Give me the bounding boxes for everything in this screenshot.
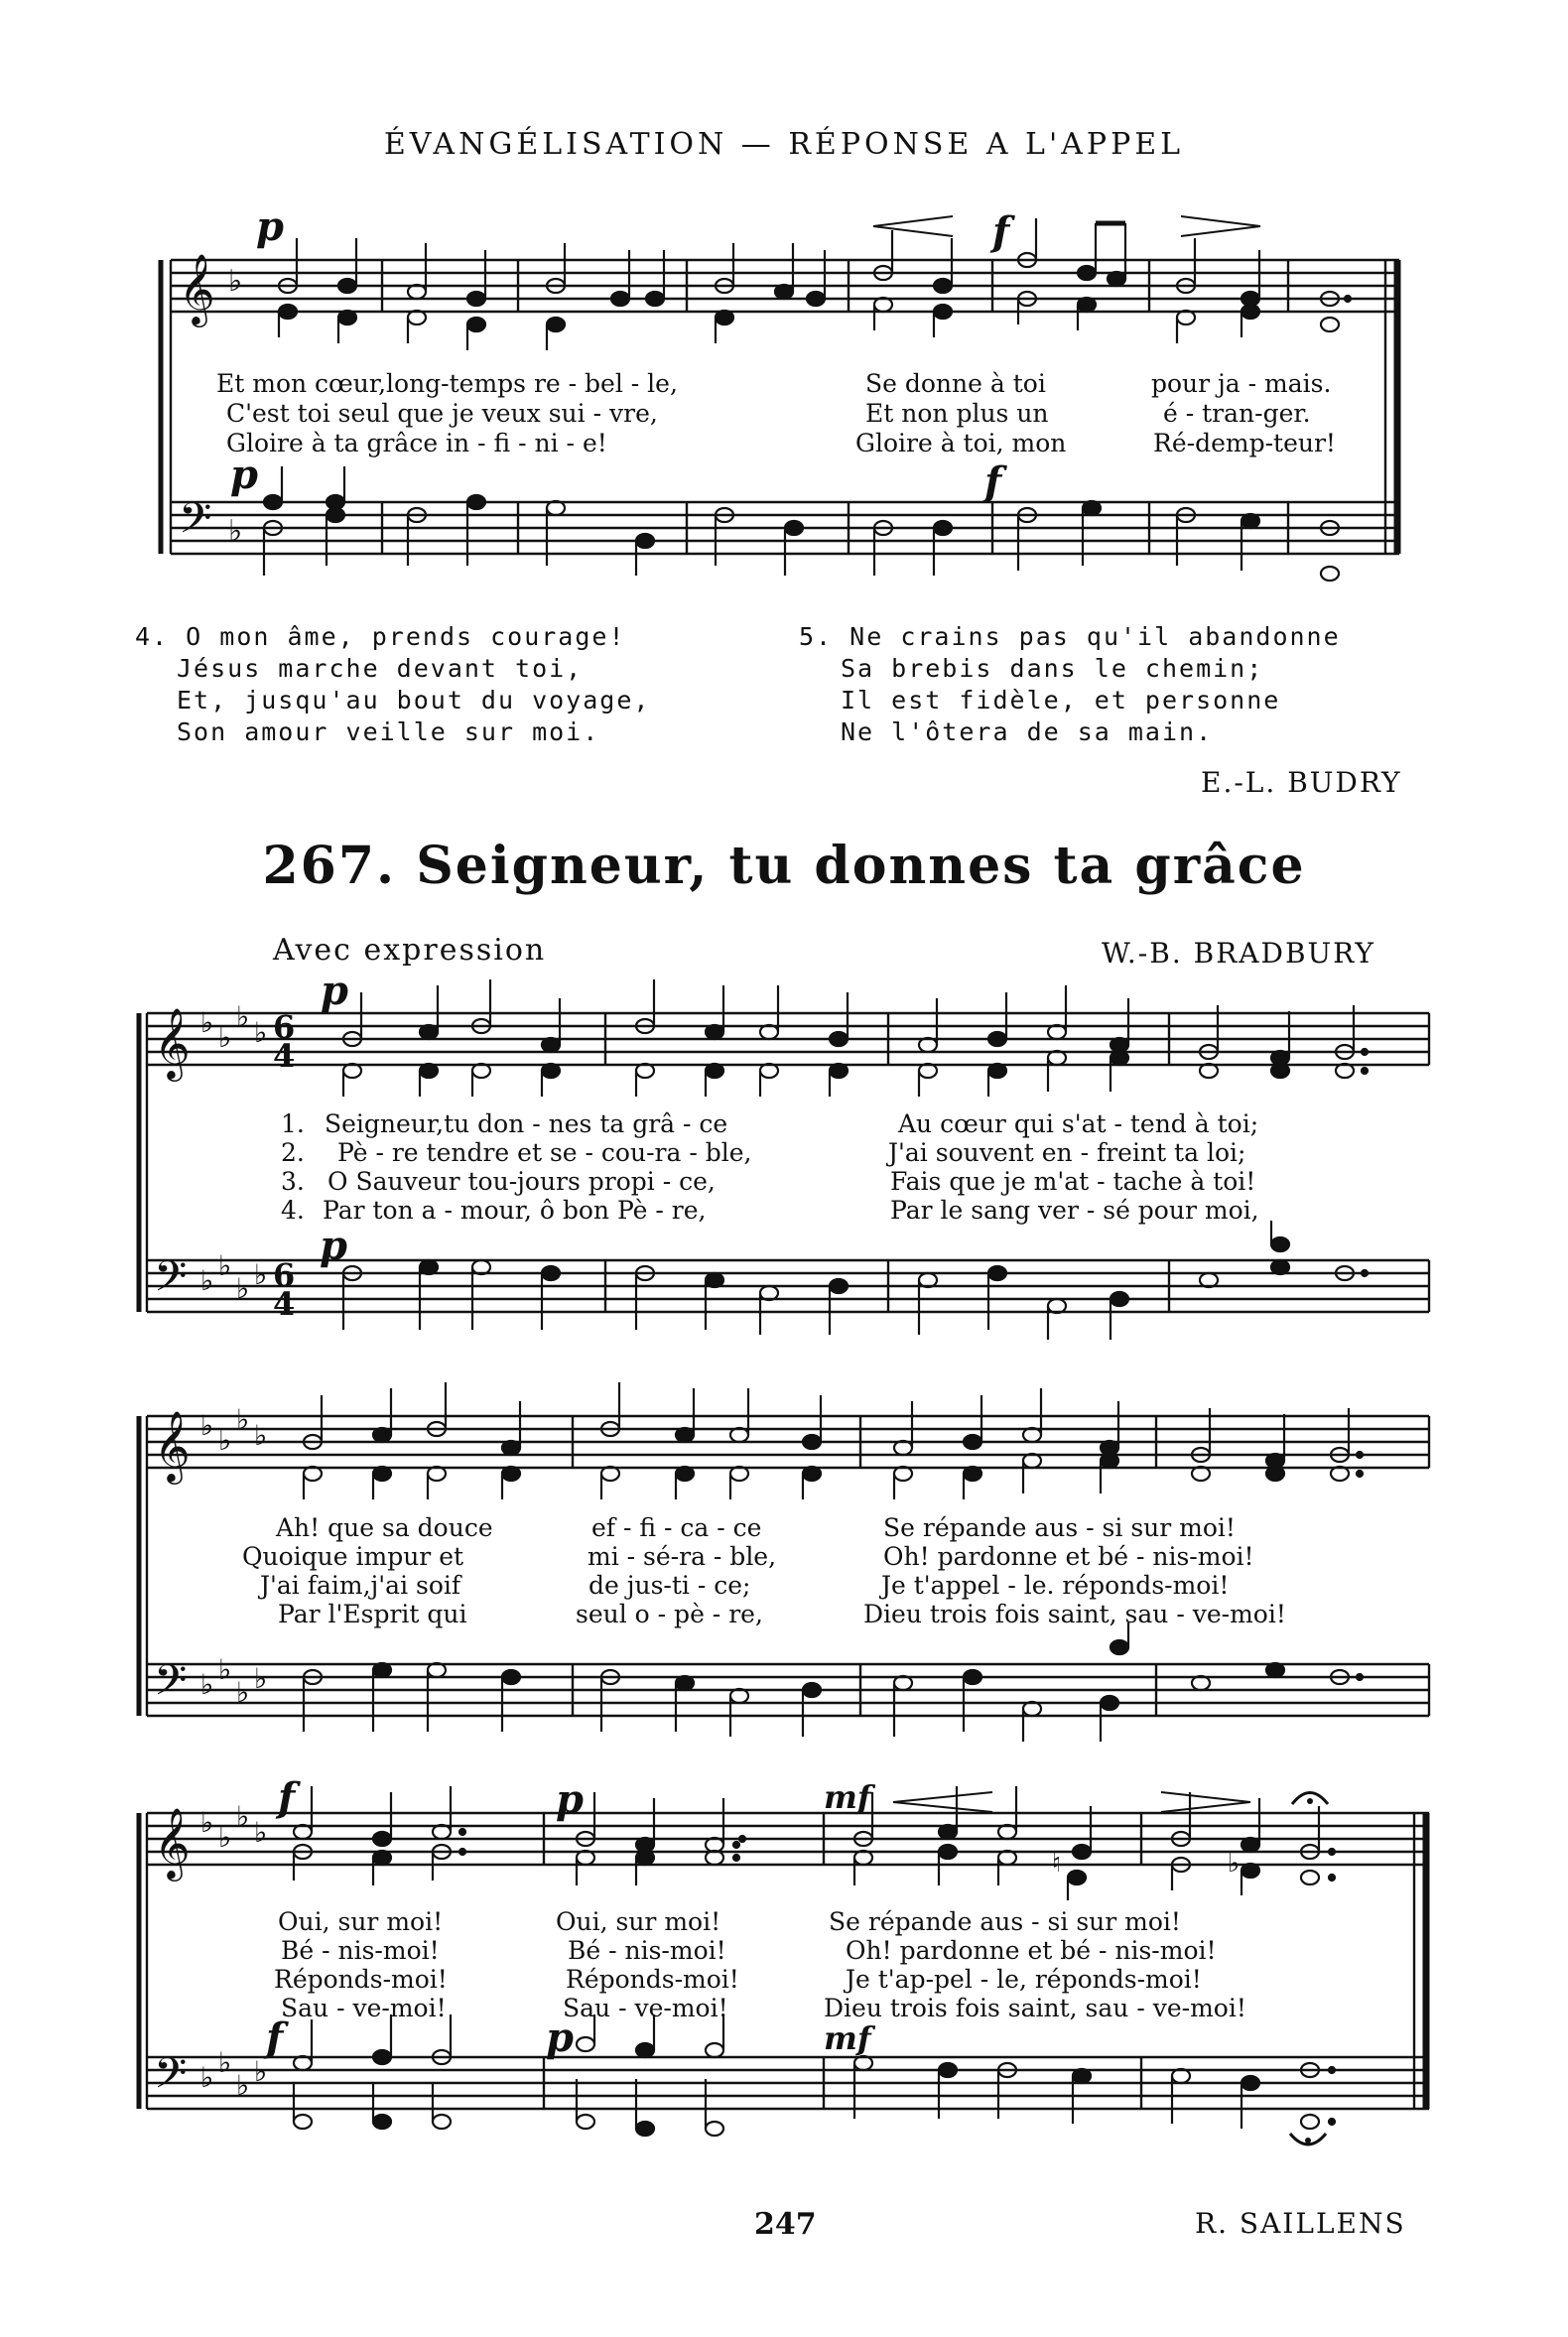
lyric-line: J'ai faim,j'ai soif (260, 1571, 461, 1600)
svg-text:♭: ♭ (200, 1006, 214, 1039)
svg-text:6: 6 (273, 1256, 296, 1294)
lyric-line: Oui, sur moi! (278, 1907, 444, 1936)
stanza-5 (799, 621, 1341, 748)
svg-text:♭: ♭ (1228, 1849, 1241, 1879)
lyric-line: Je t'ap-pel - le, réponds-moi! (846, 1965, 1202, 1994)
lyric-line: Oh! pardonne et bé - nis-moi! (883, 1542, 1254, 1571)
svg-text:♭: ♭ (236, 1000, 250, 1033)
svg-text:♭: ♭ (200, 2061, 214, 2094)
stanza-4 (135, 621, 650, 748)
svg-text:6: 6 (273, 1008, 296, 1046)
lyric-line: Se répande aus - si sur moi! (829, 1907, 1181, 1936)
svg-text:♭: ♭ (236, 2069, 250, 2102)
stanza-line: O mon âme, prends courage! (186, 622, 626, 651)
dynamic-f: f (266, 2014, 284, 2061)
author-credit: R. SAILLENS (1195, 2207, 1406, 2240)
stanza-line: Ne crains pas qu'il abandonne (849, 622, 1341, 651)
lyric-line: Et non plus un (865, 399, 1049, 428)
stanza-line: Ne l'ôtera de sa main. (841, 717, 1214, 746)
dynamic-p: p (546, 2014, 574, 2061)
lyric-line: Gloire à ta grâce in - fi - ni - e! (226, 429, 607, 457)
dynamic-p: p (556, 1776, 584, 1823)
verse-number: 3. (281, 1167, 305, 1196)
dynamic-p: p (320, 1223, 347, 1269)
dynamic-f: f (984, 458, 1002, 505)
svg-text:𝄢: 𝄢 (179, 494, 212, 554)
lyric-line: Ré-demp-teur! (1153, 429, 1336, 457)
lyric-line: ef - fi - ca - ce (591, 1513, 762, 1542)
lyric-line: Bé - nis-moi! (281, 1936, 440, 1965)
dynamic-f: f (278, 1774, 296, 1821)
lyric-line: Réponds-moi! (274, 1965, 448, 1994)
svg-text:𝄢: 𝄢 (154, 1656, 188, 1716)
dynamic-mf: mf (824, 1778, 871, 1816)
lyric-line: pour ja - mais. (1151, 369, 1332, 398)
music-system-2 (0, 973, 1568, 1369)
svg-text:𝄞: 𝄞 (179, 252, 215, 325)
svg-text:♭: ♭ (200, 1409, 214, 1442)
svg-text:♭: ♭ (218, 2046, 232, 2079)
lyric-line: C'est toi seul que je veux sui - vre, (226, 399, 658, 428)
lyric-line: Dieu trois fois saint, sau - ve-moi! (824, 1994, 1246, 2022)
page-number: 247 (754, 2207, 817, 2242)
svg-text:4: 4 (273, 1285, 296, 1323)
verse-number: 2. (281, 1138, 305, 1167)
dynamic-p: p (321, 968, 348, 1014)
lyric-line: Par le sang ver - sé pour moi, (890, 1196, 1259, 1225)
stanza-line: Son amour veille sur moi. (177, 717, 600, 746)
lyric-line: Bé - nis-moi! (568, 1936, 726, 1965)
hymn-name: Seigneur, tu donnes ta grâce (416, 836, 1306, 896)
lyric-line: Se répande aus - si sur moi! (883, 1513, 1236, 1542)
lyric-line: Sau - ve-moi! (281, 1994, 447, 2022)
svg-text:♭: ♭ (218, 1424, 232, 1457)
lyric-line: Par ton a - mour, ô bon Pè - re, (323, 1196, 707, 1225)
dynamic-p: p (256, 203, 284, 250)
lyric-line: O Sauveur tou-jours propi - ce, (327, 1167, 716, 1196)
stanza-line: Et, jusqu'au bout du voyage, (177, 686, 651, 714)
svg-text:♭: ♭ (228, 264, 243, 299)
dynamic-p: p (230, 452, 258, 498)
dynamic-mf: mf (824, 2019, 871, 2057)
hymn-number: 267. (262, 836, 397, 896)
svg-text:♭: ♭ (218, 1021, 232, 1054)
music-system-4 (0, 1766, 1568, 2163)
svg-text:♭: ♭ (254, 1258, 268, 1291)
lyric-line: seul o - pè - re, (576, 1600, 763, 1628)
stanza-line: Sa brebis dans le chemin; (841, 654, 1264, 683)
verse-number: 1. (281, 1109, 305, 1138)
lyric-line: Dieu trois fois saint, sau - ve-moi! (863, 1600, 1286, 1628)
svg-text:𝄞: 𝄞 (154, 1806, 191, 1879)
svg-text:♭: ♭ (254, 1662, 268, 1695)
svg-text:♭: ♭ (254, 1419, 268, 1452)
svg-text:♭: ♭ (218, 1653, 232, 1686)
svg-text:♭: ♭ (236, 1676, 250, 1709)
svg-text:♭: ♭ (200, 1806, 214, 1839)
svg-text:♭: ♭ (236, 1272, 250, 1305)
lyric-line: Fais que je m'at - tache à toi! (890, 1167, 1256, 1196)
svg-text:♭: ♭ (218, 1249, 232, 1282)
lyric-line: Ah! que sa douce (276, 1513, 493, 1542)
svg-text:♭: ♭ (200, 1668, 214, 1701)
lyric-line: Quoique impur et (242, 1542, 464, 1571)
lyric-line: Réponds-moi! (566, 1965, 739, 1994)
lyric-line: mi - sé-ra - ble, (588, 1542, 777, 1571)
lyric-line: Par l'Esprit qui (278, 1600, 467, 1628)
svg-text:♭: ♭ (254, 1816, 268, 1849)
svg-text:♮: ♮ (1052, 1849, 1062, 1879)
lyric-line: de jus-ti - ce; (588, 1571, 751, 1600)
lyric-line: Seigneur,tu don - nes ta grâ - ce (325, 1109, 728, 1138)
svg-text:♭: ♭ (200, 1264, 214, 1297)
svg-text:𝄞: 𝄞 (154, 1006, 191, 1079)
music-system-3 (0, 1369, 1568, 1766)
lyric-line: Je t'appel - le. réponds-moi! (881, 1571, 1230, 1600)
stanza-number: 4. (135, 622, 170, 651)
svg-text:𝄢: 𝄢 (154, 1252, 188, 1312)
stanza-line: Il est fidèle, et personne (841, 686, 1281, 714)
lyric-line: J'ai souvent en - freint ta loi; (888, 1138, 1246, 1167)
lyric-line: Oui, sur moi! (556, 1907, 721, 1936)
hymn-title (0, 836, 1568, 896)
composer-credit: W.-B. BRADBURY (1102, 937, 1375, 970)
lyric-line: Oh! pardonne et bé - nis-moi! (846, 1936, 1217, 1965)
dynamic-f: f (992, 208, 1010, 255)
lyric-line: Sau - ve-moi! (563, 1994, 728, 2022)
verse-number: 4. (281, 1196, 305, 1225)
svg-text:𝄢: 𝄢 (154, 2049, 188, 2109)
svg-text:♭: ♭ (228, 514, 243, 549)
lyric-line: Et mon cœur,long-temps re - bel - le, (216, 369, 678, 398)
svg-text:♭: ♭ (254, 2055, 268, 2088)
lyric-line: Au cœur qui s'at - tend à toi; (898, 1109, 1259, 1138)
tempo-marking: Avec expression (273, 933, 547, 968)
svg-text:4: 4 (273, 1037, 296, 1075)
lyric-line: é - tran-ger. (1163, 399, 1311, 428)
lyric-line: Gloire à toi, mon (855, 429, 1067, 457)
page-header: ÉVANGÉLISATION — RÉPONSE A L'APPEL (383, 127, 1185, 162)
svg-text:♭: ♭ (236, 1800, 250, 1833)
author-credit: E.-L. BUDRY (1201, 766, 1402, 799)
svg-text:♭: ♭ (236, 1403, 250, 1436)
stanza-line: Jésus marche devant toi, (177, 654, 584, 683)
lyric-line: Pè - re tendre et se - cou-ra - ble, (337, 1138, 752, 1167)
svg-text:𝄞: 𝄞 (154, 1409, 191, 1482)
stanza-number: 5. (799, 622, 834, 651)
lyric-line: Se donne à toi (865, 369, 1046, 398)
svg-text:♭: ♭ (254, 1016, 268, 1049)
svg-text:♭: ♭ (218, 1821, 232, 1854)
